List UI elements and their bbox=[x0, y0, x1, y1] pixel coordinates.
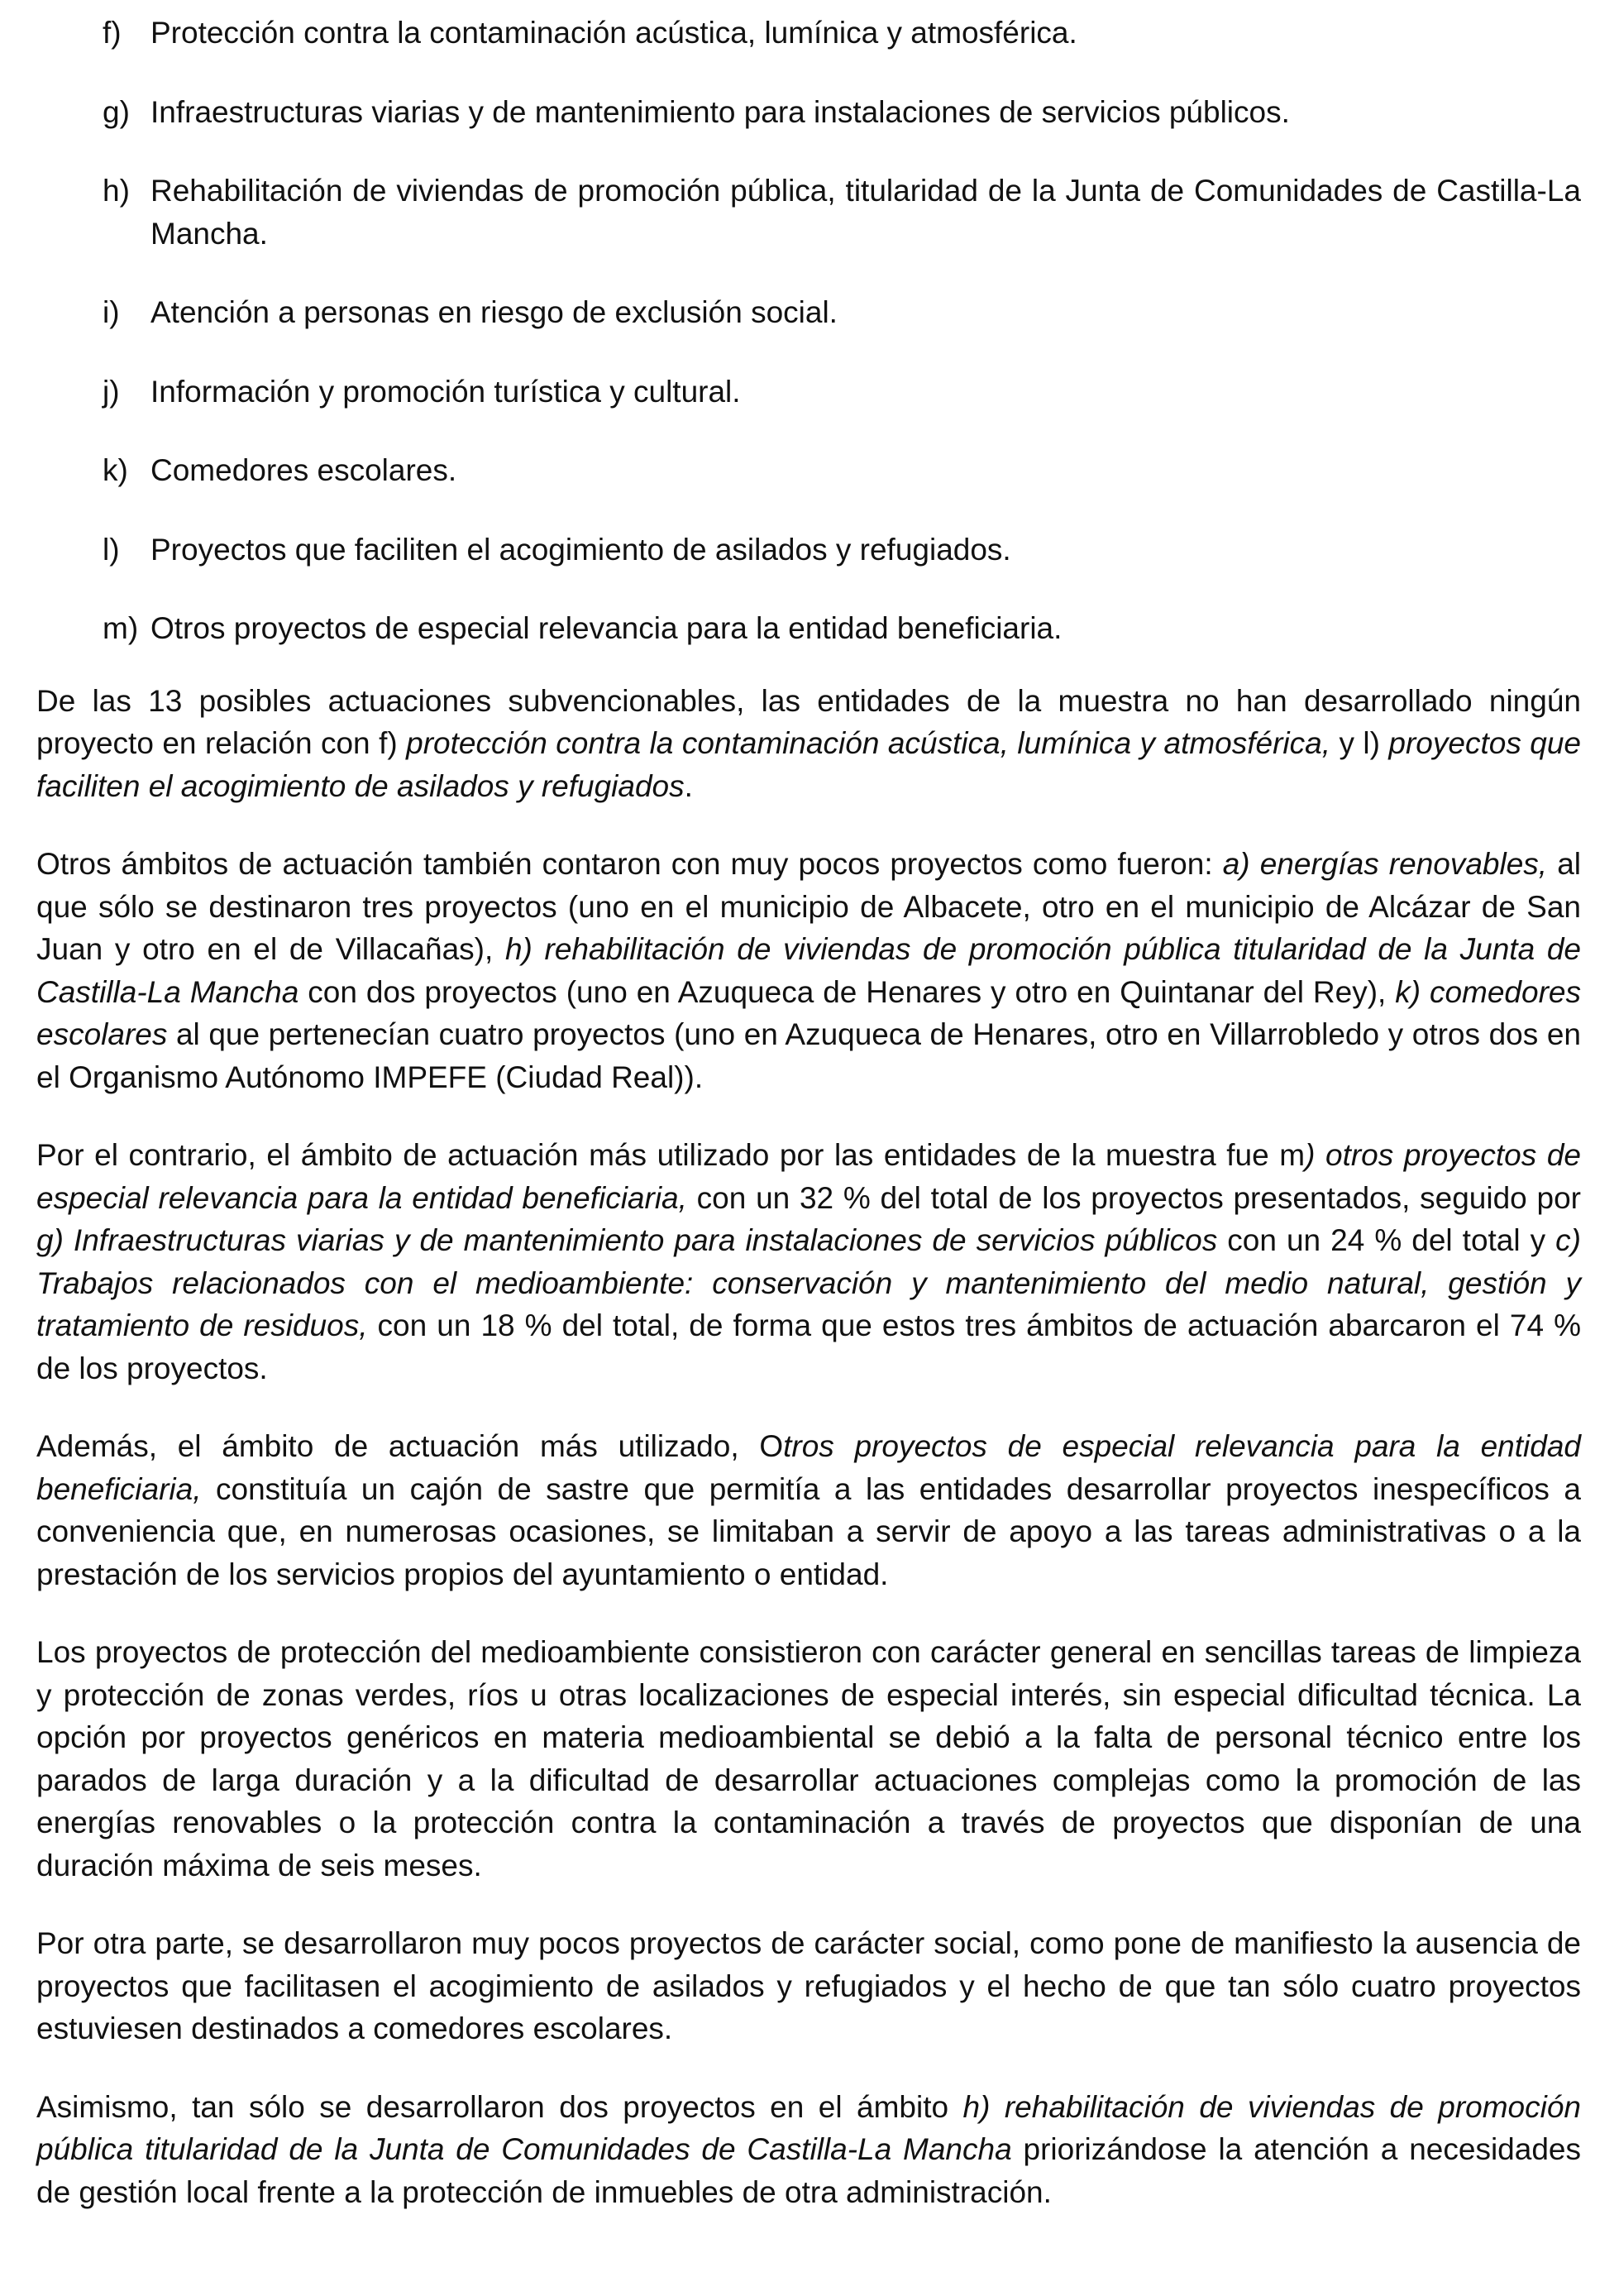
list-item bbox=[36, 371, 1581, 414]
list-item-text: Rehabilitación de viviendas de promoción pública, titularidad de la Junta de Comunidades de Castilla-La Mancha. bbox=[150, 174, 1581, 251]
text-run: . bbox=[684, 768, 693, 803]
text-run: Los proyectos de protección del medioambiente consistieron con carácter general en sencillas tareas de limpieza y protección de zonas verdes, ríos u otras localizaciones de especial interés, sin especial dificultad técnica. La opción por proyectos genéricos en materia medioambiental se debió a la falta de personal técnico entre los parados de larga duración y a la dificultad de desarrollar actuaciones complejas como la promoción de las energías renovables o la protección contra la contaminación a través de proyectos que disponían de una duración máxima de seis meses. bbox=[36, 1635, 1581, 1882]
text-run: Asimismo, tan sólo se desarrollaron dos proyectos en el ámbito bbox=[36, 2089, 963, 2124]
list-marker: m) bbox=[103, 611, 139, 645]
italic-run: c) Trabajos relacionados con el medioambiente: conservación y mantenimiento del medio natural, gestión y tratamiento de residuos, bbox=[36, 1223, 1581, 1342]
list-item bbox=[36, 12, 1581, 55]
list-item-text: Protección contra la contaminación acústica, lumínica y atmosférica. bbox=[150, 16, 1077, 50]
text-run: con dos proyectos (uno en Azuqueca de Henares y otro en Quintanar del Rey), bbox=[298, 974, 1396, 1009]
text-run: y l) bbox=[1330, 726, 1389, 760]
text-run: con un 32 % del total de los proyectos presentados, seguido por bbox=[686, 1180, 1581, 1215]
list-item bbox=[36, 449, 1581, 492]
list-item-text: Proyectos que faciliten el acogimiento de asilados y refugiados. bbox=[150, 532, 1011, 567]
list-item-text: Atención a personas en riesgo de exclusión social. bbox=[150, 295, 838, 329]
text-run: Además, el ámbito de actuación más utilizado, O bbox=[36, 1429, 784, 1463]
text-run: priorizándose la atención a necesidades de gestión local frente a la protección de inmuebles de otra administración. bbox=[36, 2132, 1581, 2209]
list-marker: h) bbox=[103, 174, 130, 208]
text-run: De las 13 posibles actuaciones subvencionables, las entidades de la muestra no han desarrollado ningún proyecto en relación con f) bbox=[36, 683, 1581, 760]
paragraph bbox=[36, 1631, 1581, 1887]
italic-run: proyectos que faciliten el acogimiento de asilados y refugiados bbox=[36, 726, 1581, 803]
list-item-text: Otros proyectos de especial relevancia para la entidad beneficiaria. bbox=[150, 611, 1063, 645]
italic-run: a) energías renovables, bbox=[1222, 847, 1548, 881]
text-run: con un 24 % del total y bbox=[1217, 1223, 1556, 1257]
text-run: con un 18 % del total, de forma que estos tres ámbitos de actuación abarcaron el 74 % de los proyectos. bbox=[36, 1308, 1581, 1385]
text-run: al que sólo se destinaron tres proyectos (uno en el municipio de Albacete, otro en el municipio de Alcázar de San Juan y otro en el de Villacañas), bbox=[36, 847, 1581, 966]
text-run: Por otra parte, se desarrollaron muy pocos proyectos de carácter social, como pone de manifiesto la ausencia de proyectos que facilitasen el acogimiento de asilados y refugiados y el hecho de que tan sólo cuatro proyectos estuviesen destinados a comedores escolares. bbox=[36, 1926, 1581, 2045]
paragraph bbox=[36, 843, 1581, 1098]
paragraph bbox=[36, 2086, 1581, 2214]
italic-run: h) rehabilitación de viviendas de promoción pública titularidad de la Junta de Castilla-La Mancha bbox=[36, 932, 1581, 1009]
list-item bbox=[36, 607, 1581, 650]
text-run: Otros ámbitos de actuación también contaron con muy pocos proyectos como fueron: bbox=[36, 847, 1223, 881]
list-item-text: Infraestructuras viarias y de mantenimiento para instalaciones de servicios públicos. bbox=[150, 94, 1290, 129]
text-run: constituía un cajón de sastre que permitía a las entidades desarrollar proyectos inespecíficos a conveniencia que, en numerosas ocasiones, se limitaban a servir de apoyo a las tareas administrativas o a la prestación de los servicios propios del ayuntamiento o entidad. bbox=[36, 1471, 1581, 1591]
list-item-text: Comedores escolares. bbox=[150, 453, 457, 487]
eligible-actions-list bbox=[36, 12, 1581, 650]
italic-run: k) comedores escolares bbox=[36, 974, 1581, 1051]
list-item-text: Información y promoción turística y cultural. bbox=[150, 374, 741, 409]
italic-run: g) Infraestructuras viarias y de mantenimiento para instalaciones de servicios públicos bbox=[36, 1223, 1218, 1257]
list-marker: k) bbox=[103, 453, 128, 487]
paragraph bbox=[36, 1425, 1581, 1595]
list-marker: f) bbox=[103, 16, 122, 50]
text-run: Por el contrario, el ámbito de actuación más utilizado por las entidades de la muestra fue m bbox=[36, 1138, 1306, 1172]
text-run: al que pertenecían cuatro proyectos (uno en Azuqueca de Henares, otro en Villarrobledo y otros dos en el Organismo Autónomo IMPEFE (Ciudad Real)). bbox=[36, 1017, 1581, 1094]
list-marker: l) bbox=[103, 532, 120, 567]
list-item bbox=[36, 529, 1581, 572]
italic-run: h) rehabilitación de viviendas de promoción pública titularidad de la Junta de Comunidades de Castilla-La Mancha bbox=[36, 2089, 1581, 2166]
list-item bbox=[36, 170, 1581, 255]
list-marker: i) bbox=[103, 295, 120, 329]
document-page bbox=[36, 12, 1581, 2249]
italic-run: tros proyectos de especial relevancia para la entidad beneficiaria, bbox=[36, 1429, 1581, 1506]
paragraph bbox=[36, 680, 1581, 808]
list-marker: j) bbox=[103, 374, 120, 409]
italic-run: ) otros proyectos de especial relevancia para la entidad beneficiaria, bbox=[36, 1138, 1581, 1215]
italic-run: protección contra la contaminación acústica, lumínica y atmosférica, bbox=[406, 726, 1331, 760]
list-marker: g) bbox=[103, 94, 130, 129]
list-item bbox=[36, 91, 1581, 134]
paragraph bbox=[36, 1922, 1581, 2050]
list-item bbox=[36, 291, 1581, 334]
paragraph bbox=[36, 1134, 1581, 1390]
